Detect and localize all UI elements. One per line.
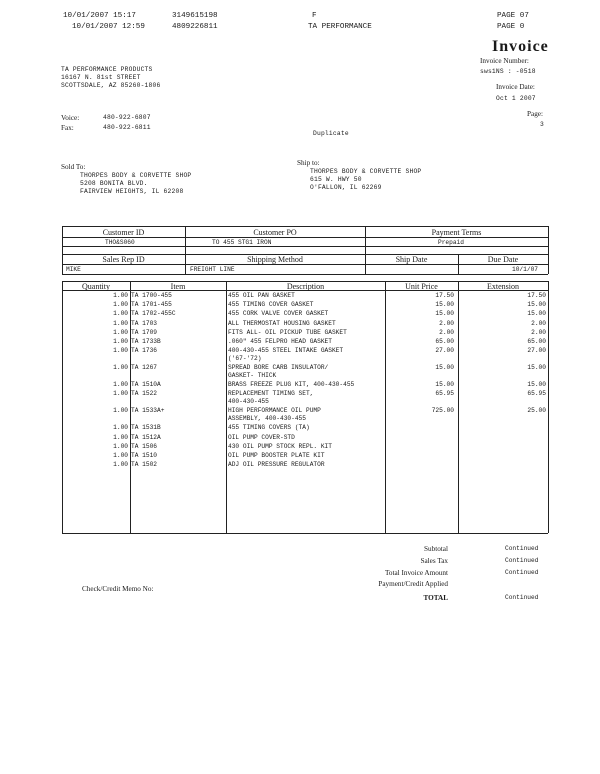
line-item-description: 455 TIMING COVERS (TA) (228, 424, 310, 432)
total-value: Continued (505, 594, 539, 601)
seller-city: SCOTTSDALE, AZ 85260-1806 (61, 82, 161, 89)
line-item-code: TA 1506 (131, 442, 157, 450)
line-item-unit-price: 15.00 (435, 381, 454, 389)
sold-to-street: 5208 BONITA BLVD. (80, 180, 148, 187)
line-item-qty: 1.00 (113, 364, 128, 372)
fax-header-phone-1: 3149615198 (172, 12, 218, 20)
line-item-qty: 1.00 (113, 292, 128, 299)
line-item-unit-price: 17.50 (435, 292, 454, 299)
items-table-border (62, 533, 548, 534)
line-item-extension: 25.00 (527, 407, 546, 415)
line-item-description: ALL THERMOSTAT HOUSING GASKET (228, 319, 336, 327)
ship-date-label: Ship Date (395, 255, 428, 264)
fax-header-code: F (312, 12, 317, 20)
due-date: 10/1/07 (512, 266, 538, 273)
line-item-unit-price: 2.00 (439, 319, 454, 327)
line-item-description: ADJ OIL PRESSURE REGULATOR (228, 461, 325, 469)
total-invoice-value: Continued (505, 569, 539, 576)
page-label: Page: (527, 110, 543, 118)
line-item-extension: 2.00 (531, 328, 546, 336)
sales-tax-label: Sales Tax (420, 557, 448, 565)
subtotal-value: Continued (505, 545, 539, 552)
order-table-border (548, 226, 549, 274)
line-item-qty: 1.00 (113, 310, 128, 318)
sold-to-name: THORPES BODY & CORVETTE SHOP (80, 172, 192, 179)
line-item-code: TA 1703 (131, 319, 157, 327)
seller-fax: 480-922-6811 (103, 124, 151, 131)
line-item-description: BRASS FREEZE PLUG KIT, 400-430-455 (228, 381, 355, 389)
copy-label: Duplicate (313, 130, 349, 137)
line-item-extension: 65.00 (527, 338, 546, 345)
payment-terms: Prepaid (438, 239, 464, 246)
line-item-description: FITS ALL- OIL PICKUP TUBE GASKET (228, 328, 347, 336)
line-item-description: 400-430-455 STEEL INTAKE GASKET (228, 347, 344, 355)
items-table-divider (226, 281, 227, 533)
col-quantity: Quantity (82, 282, 110, 291)
invoice-number-label: Invoice Number: (480, 57, 529, 65)
due-date-label: Due Date (487, 255, 519, 264)
page-number: 3 (540, 121, 544, 128)
line-item-qty: 1.00 (113, 381, 128, 389)
seller-street: 16167 N. 81st STREET (61, 74, 141, 81)
order-table-rule (62, 246, 548, 247)
sold-to-label: Sold To: (61, 163, 86, 171)
col-item: Item (170, 282, 186, 291)
seller-name: TA PERFORMANCE PRODUCTS (61, 66, 153, 73)
line-item-unit-price: 2.00 (439, 328, 454, 336)
check-memo-label: Check/Credit Memo No: (82, 585, 154, 593)
line-item-code: TA 1533A+ (131, 407, 165, 415)
invoice-title: Invoice (492, 38, 549, 55)
line-item-unit-price: 15.00 (435, 310, 454, 318)
col-description: Description (286, 282, 325, 291)
line-item-code: TA 1510 (131, 452, 157, 459)
line-item-code: TA 1736 (131, 347, 157, 355)
line-item-extension: 15.00 (527, 381, 546, 389)
customer-po-label: Customer PO (253, 228, 297, 237)
line-item-code: TA 1701-455 (131, 301, 172, 309)
invoice-date: Oct 1 2007 (496, 95, 536, 102)
line-item-extension: 65.95 (527, 390, 546, 398)
order-table-rule (62, 264, 548, 265)
line-item-description: 455 OIL PAN GASKET (228, 292, 295, 299)
fax-header-date-2: 10/01/2007 12:59 (72, 23, 145, 31)
line-item-qty: 1.00 (113, 461, 128, 469)
seller-voice: 480-922-6807 (103, 114, 151, 121)
line-item-code: TA 1700-455 (131, 292, 172, 299)
payment-terms-label: Payment Terms (431, 228, 482, 237)
line-item-unit-price: 15.00 (435, 364, 454, 372)
line-item-extension: 17.50 (527, 292, 546, 299)
order-table-rule (62, 274, 548, 275)
line-item-qty: 1.00 (113, 347, 128, 355)
line-item-description: 455 CORK VALVE COVER GASKET (228, 310, 329, 318)
line-item-description-cont: ASSEMBLY, 400-430-455 (228, 415, 306, 423)
ship-to-label: Ship to: (297, 159, 320, 167)
customer-id-label: Customer ID (102, 228, 145, 237)
line-item-code: TA 1502 (131, 461, 157, 469)
total-invoice-label: Total Invoice Amount (385, 569, 448, 577)
line-item-description: SPREAD BORE CARB INSULATOR/ (228, 364, 329, 372)
col-unit-price: Unit Price (405, 282, 438, 291)
line-item-description: 430 OIL PUMP STOCK REPL. KIT (228, 442, 332, 450)
line-item-qty: 1.00 (113, 301, 128, 309)
line-item-code: TA 1512A (131, 433, 161, 441)
total-label: TOTAL (423, 594, 448, 602)
line-item-qty: 1.00 (113, 452, 128, 459)
line-item-code: TA 1702-455C (131, 310, 176, 318)
line-item-description: OIL PUMP BOOSTER PLATE KIT (228, 452, 325, 459)
customer-id: THO&S060 (105, 239, 135, 246)
line-item-qty: 1.00 (113, 433, 128, 441)
line-item-code: TA 1267 (131, 364, 157, 372)
sales-tax-value: Continued (505, 557, 539, 564)
fax-header-page-2: PAGE 0 (497, 23, 525, 31)
invoice-number: sws1NS : -0518 (480, 68, 536, 75)
sales-rep: MIKE (66, 266, 81, 273)
line-item-qty: 1.00 (113, 328, 128, 336)
line-item-code: TA 1531B (131, 424, 161, 432)
fax-header-phone-2: 4809226811 (172, 23, 218, 31)
line-item-qty: 1.00 (113, 338, 128, 345)
line-item-code: TA 1510A (131, 381, 161, 389)
line-item-description: 455 TIMING COVER GASKET (228, 301, 314, 309)
line-item-qty: 1.00 (113, 319, 128, 327)
line-item-qty: 1.00 (113, 424, 128, 432)
line-item-description: REPLACEMENT TIMING SET, (228, 390, 314, 398)
shipping-method: FREIGHT LINE (190, 266, 235, 273)
line-item-extension: 15.00 (527, 310, 546, 318)
order-table-rule (62, 237, 548, 238)
line-item-qty: 1.00 (113, 390, 128, 398)
line-item-unit-price: 725.00 (431, 407, 454, 415)
line-item-code: TA 1522 (131, 390, 157, 398)
invoice-date-label: Invoice Date: (496, 83, 535, 91)
voice-label: Voice: (61, 114, 80, 122)
line-item-unit-price: 65.00 (435, 338, 454, 345)
col-extension: Extension (487, 282, 519, 291)
subtotal-label: Subtotal (424, 545, 448, 553)
line-item-code: TA 1733B (131, 338, 161, 345)
line-item-description: .060" 455 FELPRO HEAD GASKET (228, 338, 332, 345)
fax-label: Fax: (61, 124, 74, 132)
line-item-extension: 27.00 (527, 347, 546, 355)
line-item-description-cont: 400-430-455 (228, 398, 269, 406)
ship-to-street: 615 W. HWY 50 (310, 176, 362, 183)
items-table-border (548, 281, 549, 533)
ship-to-city: O'FALLON, IL 62269 (310, 184, 382, 191)
line-item-description-cont: ('67-'72) (228, 355, 262, 363)
sold-to-city: FAIRVIEW HEIGHTS, IL 62208 (80, 188, 184, 195)
line-item-extension: 15.00 (527, 301, 546, 309)
fax-header-company: TA PERFORMANCE (308, 23, 372, 31)
line-item-description-cont: GASKET- THICK (228, 372, 277, 380)
line-item-unit-price: 27.00 (435, 347, 454, 355)
line-item-description: OIL PUMP COVER-STD (228, 433, 295, 441)
ship-to-name: THORPES BODY & CORVETTE SHOP (310, 168, 422, 175)
line-item-extension: 2.00 (531, 319, 546, 327)
order-table-border (62, 226, 548, 227)
line-item-unit-price: 15.00 (435, 301, 454, 309)
payment-applied-label: Payment/Credit Applied (378, 580, 448, 588)
shipping-method-label: Shipping Method (247, 255, 303, 264)
sales-rep-label: Sales Rep ID (102, 255, 145, 264)
customer-po: TO 455 STG1 IRON (212, 239, 272, 246)
fax-header-date-1: 10/01/2007 15:17 (63, 12, 136, 20)
line-item-unit-price: 65.95 (435, 390, 454, 398)
line-item-extension: 15.00 (527, 364, 546, 372)
fax-header-page-1: PAGE 07 (497, 12, 529, 20)
line-item-qty: 1.00 (113, 442, 128, 450)
line-item-code: TA 1709 (131, 328, 157, 336)
line-item-qty: 1.00 (113, 407, 128, 415)
line-item-description: HIGH PERFORMANCE OIL PUMP (228, 407, 321, 415)
